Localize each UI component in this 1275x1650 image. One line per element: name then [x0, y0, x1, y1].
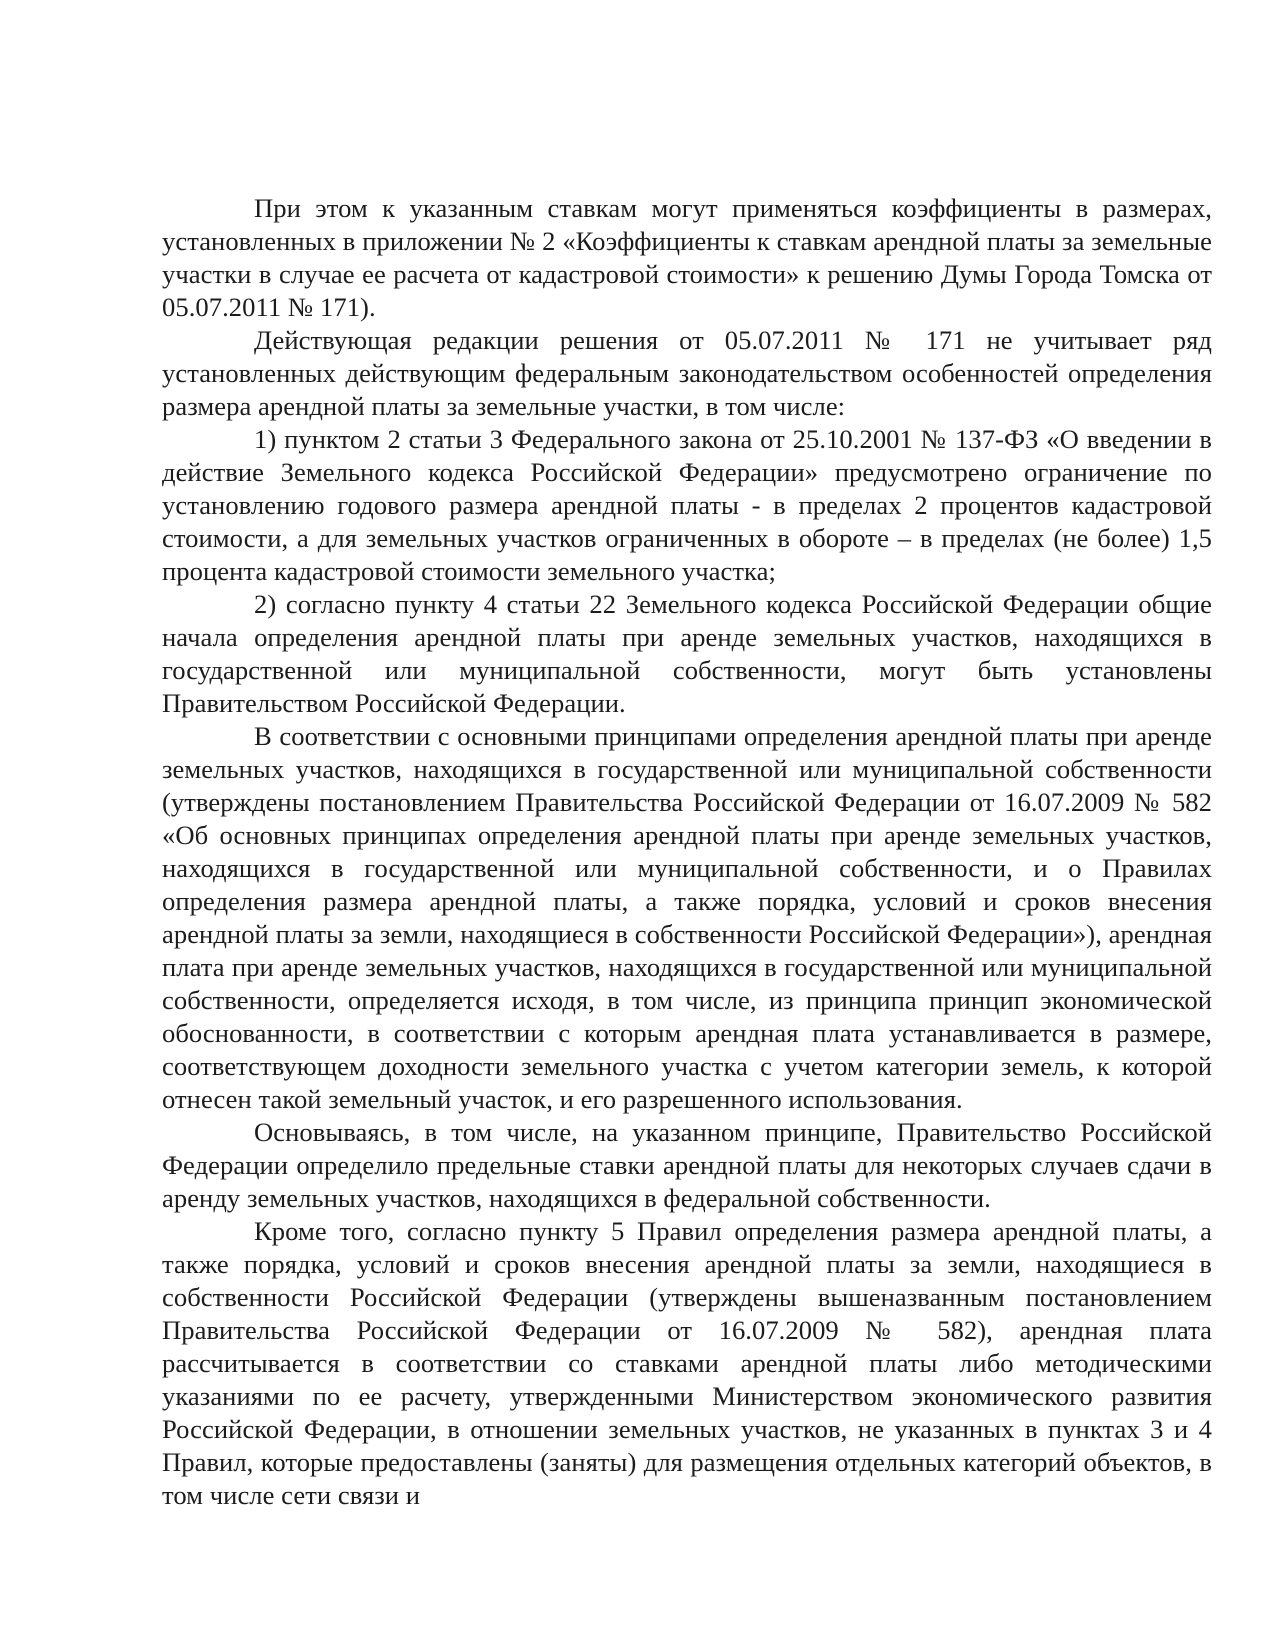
document-body	[162, 192, 1212, 1512]
paragraph-coefficients: При этом к указанным ставкам могут применяться коэффициенты в размерах, установленных в приложении № 2 «Коэффициенты к ставкам арендной платы за земельные участки в случае ее расчета от кадастровой стоимости» к решению Думы Города Томска от 05.07.2011 № 171).	[162, 193, 1212, 322]
paragraph-principles: В соответствии с основными принципами определения арендной платы при аренде земельных участков, находящихся в государственной или муниципальной собственности (утверждены постановлением Правительства Российской Федерации от 16.07.2009 № 582 «Об основных принципах определения арендной платы при аренде земельных участков, находящихся в государственной или муниципальной собственности, и о Правилах определения размера арендной платы, а также порядка, условий и сроков внесения арендной платы за земли, находящиеся в собственности Российской Федерации»), арендная плата при аренде земельных участков, находящихся в государственной или муниципальной собственности, определяется исходя, в том числе, из принципа принцип экономической обоснованности, в соответствии с которым арендная плата устанавливается в размере, соответствующем доходности земельного участка с учетом категории земель, к которой отнесен такой земельный участок, и его разрешенного использования.	[162, 721, 1212, 1114]
paragraph-government-rates: Основываясь, в том числе, на указанном принципе, Правительство Российской Федерации определило предельные ставки арендной платы для некоторых случаев сдачи в аренду земельных участков, находящихся в федеральной собственности.	[162, 1117, 1212, 1213]
paragraph-rules-item-5: Кроме того, согласно пункту 5 Правил определения размера арендной платы, а также порядка, условий и сроков внесения арендной платы за земли, находящиеся в собственности Российской Федерации (утверждены вышеназванным постановлением Правительства Российской Федерации от 16.07.2009 № 582), арендная плата рассчитывается в соответствии со ставками арендной платы либо методическими указаниями по ее расчету, утвержденными Министерством экономического развития Российской Федерации, в отношении земельных участков, не указанных в пунктах 3 и 4 Правил, которые предоставлены (заняты) для размещения отдельных категорий объектов, в том числе сети связи и	[162, 1216, 1212, 1510]
paragraph-item-2: 2) согласно пункту 4 статьи 22 Земельного кодекса Российской Федерации общие начала определения арендной платы при аренде земельных участков, находящихся в государственной или муниципальной собственности, могут быть установлены Правительством Российской Федерации.	[162, 589, 1212, 718]
paragraph-item-1: 1) пунктом 2 статьи 3 Федерального закона от 25.10.2001 № 137-ФЗ «О введении в действие Земельного кодекса Российской Федерации» предусмотрено ограничение по установлению годового размера арендной платы - в пределах 2 процентов кадастровой стоимости, а для земельных участков ограниченных в обороте – в пределах (не более) 1,5 процента кадастровой стоимости земельного участка;	[162, 424, 1212, 586]
paragraph-current-edition: Действующая редакции решения от 05.07.2011 № 171 не учитывает ряд установленных действующим федеральным законодательством особенностей определения размера арендной платы за земельные участки, в том числе:	[162, 325, 1212, 421]
